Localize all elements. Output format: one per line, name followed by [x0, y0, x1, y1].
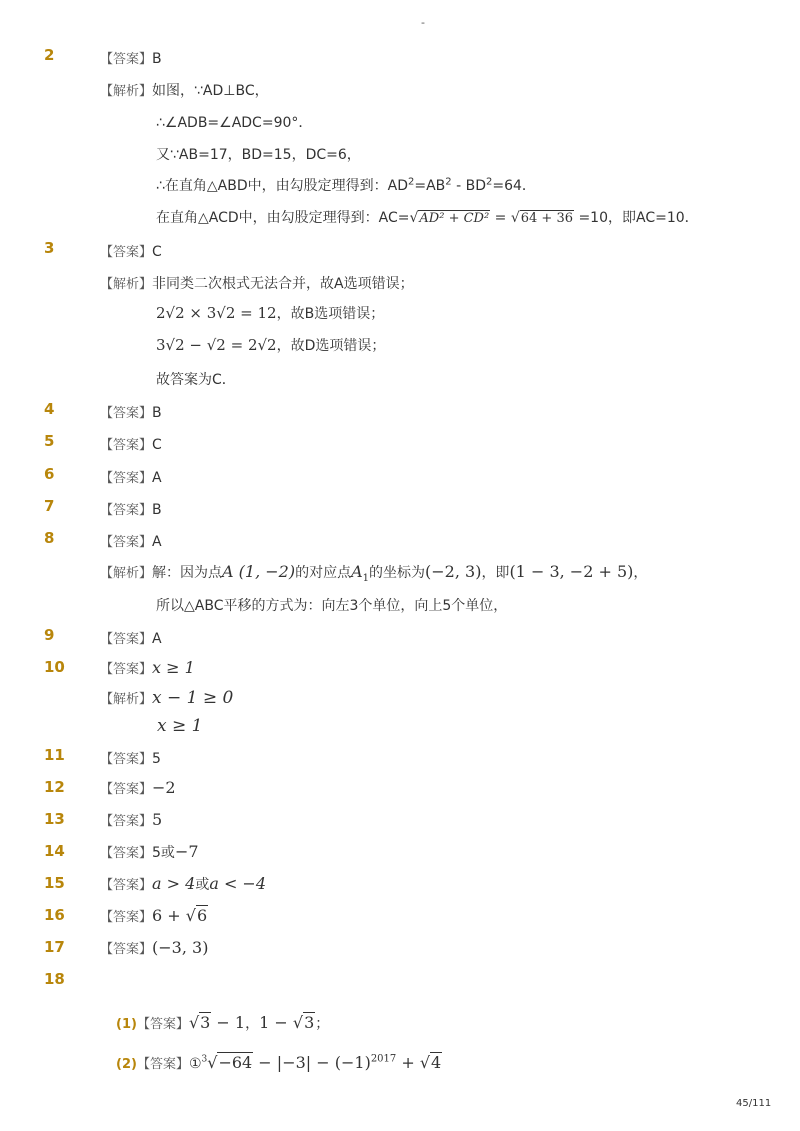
- question-number: 14: [44, 842, 65, 860]
- sub-question-label: (2): [116, 1057, 137, 1072]
- sub-question-label: (1): [116, 1017, 137, 1032]
- analysis-line: 非同类二次根式无法合并，故A选项错误；: [152, 276, 414, 292]
- answer-tag: 【答案】a > 4或a < −4: [100, 874, 267, 893]
- answer-tag: 【答案】5: [100, 751, 161, 767]
- analysis-line: 解：因为点A (1, −2)的对应点$A_1$的坐标为(−2, 3)，即(1 − 3, −2 + 5)，: [152, 562, 648, 584]
- answer-tag: 【答案】A: [100, 631, 162, 647]
- analysis-line: 在直角△ACD中，由勾股定理得到：AC=√AD² + CD² = √64 + 36 =10，即AC=10．: [156, 210, 699, 226]
- analysis-line: 故答案为C．: [156, 372, 236, 388]
- radicand: AD² + CD²: [419, 211, 490, 226]
- answer-value: C: [152, 244, 162, 260]
- answer-value: a > 4或a < −4: [152, 874, 267, 893]
- answer-tag: 【答案】B: [100, 502, 162, 518]
- question-number: 11: [44, 746, 65, 764]
- question-number: 15: [44, 874, 65, 892]
- answer-value: B: [152, 502, 162, 518]
- analysis-line: 2√2 × 3√2 = 12，故B选项错误；: [156, 304, 385, 322]
- question-number: 13: [44, 810, 65, 828]
- question-number: 2: [44, 46, 55, 64]
- answer-value: B: [152, 405, 162, 421]
- question-number: 6: [44, 465, 55, 483]
- analysis-tag: 【解析】解：因为点A (1, −2)的对应点$A_1$的坐标为(−2, 3)，即(1 − 3, −2 + 5)，: [100, 562, 648, 584]
- answer-tag: 【答案】C: [100, 244, 162, 260]
- question-number: 3: [44, 239, 55, 257]
- answer-value: −2: [152, 778, 176, 797]
- analysis-line: ∴在直角△ABD中，由勾股定理得到：$AD^2=AB^2 - BD^2=64$．: [156, 176, 536, 194]
- answer-value: x ≥ 1: [152, 658, 195, 677]
- question-number: 18: [44, 970, 65, 988]
- analysis-line: 所以△ABC平移的方式为：向左3个单位，向上5个单位，: [156, 598, 508, 614]
- answer-tag: 【答案】5或−7: [100, 842, 199, 861]
- analysis-line: 如图，∵AD⊥BC，: [152, 83, 269, 99]
- question-number: 5: [44, 432, 55, 450]
- answer-value: A: [152, 631, 162, 647]
- sub-answer-2: (2)【答案】①$^3$√−64 − $|-3| - (-1)^{2017} + √4$: [116, 1053, 442, 1072]
- analysis-tag: 【解析】非同类二次根式无法合并，故A选项错误；: [100, 276, 414, 292]
- answer-tag: 【答案】C: [100, 437, 162, 453]
- header-mark: -: [421, 16, 425, 29]
- analysis-tag: 【解析】x − 1 ≥ 0: [100, 688, 234, 708]
- question-number: 16: [44, 906, 65, 924]
- answer-tag: 【答案】B: [100, 405, 162, 421]
- answer-tag: 【答案】A: [100, 470, 162, 486]
- analysis-line: 又∵AB=17，BD=15，DC=6，: [156, 147, 361, 163]
- question-number: 10: [44, 658, 65, 676]
- analysis-line: x − 1 ≥ 0: [152, 688, 234, 708]
- analysis-tag: 【解析】如图，∵AD⊥BC，: [100, 83, 269, 99]
- question-number: 9: [44, 626, 55, 644]
- answer-tag: 【答案】−2: [100, 778, 176, 797]
- answer-value: A: [152, 470, 162, 486]
- answer-value: (−3, 3): [152, 938, 209, 957]
- analysis-line: x ≥ 1: [157, 716, 203, 736]
- answer-value: B: [152, 51, 162, 67]
- answer-value: 5或−7: [152, 842, 199, 861]
- answer-tag: 【答案】B: [100, 51, 162, 67]
- question-number: 7: [44, 497, 55, 515]
- page-number: 45/111: [736, 1098, 772, 1109]
- answer-value: C: [152, 437, 162, 453]
- answer-tag: 【答案】5: [100, 810, 163, 829]
- answer-tag: 【答案】(−3, 3): [100, 938, 209, 957]
- answer-value: A: [152, 534, 162, 550]
- analysis-line: 3√2 − √2 = 2√2，故D选项错误；: [156, 336, 386, 354]
- answer-value: 6 + √6: [152, 906, 208, 925]
- answer-value: 5: [152, 810, 163, 829]
- answer-tag: 【答案】A: [100, 534, 162, 550]
- answer-value: 5: [152, 751, 161, 767]
- question-number: 12: [44, 778, 65, 796]
- answer-tag: 【答案】6 + √6: [100, 906, 208, 925]
- question-number: 4: [44, 400, 55, 418]
- sub-answer-1: (1)【答案】√3 − 1，1 − √3；: [116, 1013, 330, 1032]
- radicand: 64 + 36: [520, 211, 573, 226]
- question-number: 8: [44, 529, 55, 547]
- question-number: 17: [44, 938, 65, 956]
- answer-tag: 【答案】x ≥ 1: [100, 658, 195, 677]
- analysis-line: ∴∠ADB=∠ADC=90°．: [156, 115, 313, 131]
